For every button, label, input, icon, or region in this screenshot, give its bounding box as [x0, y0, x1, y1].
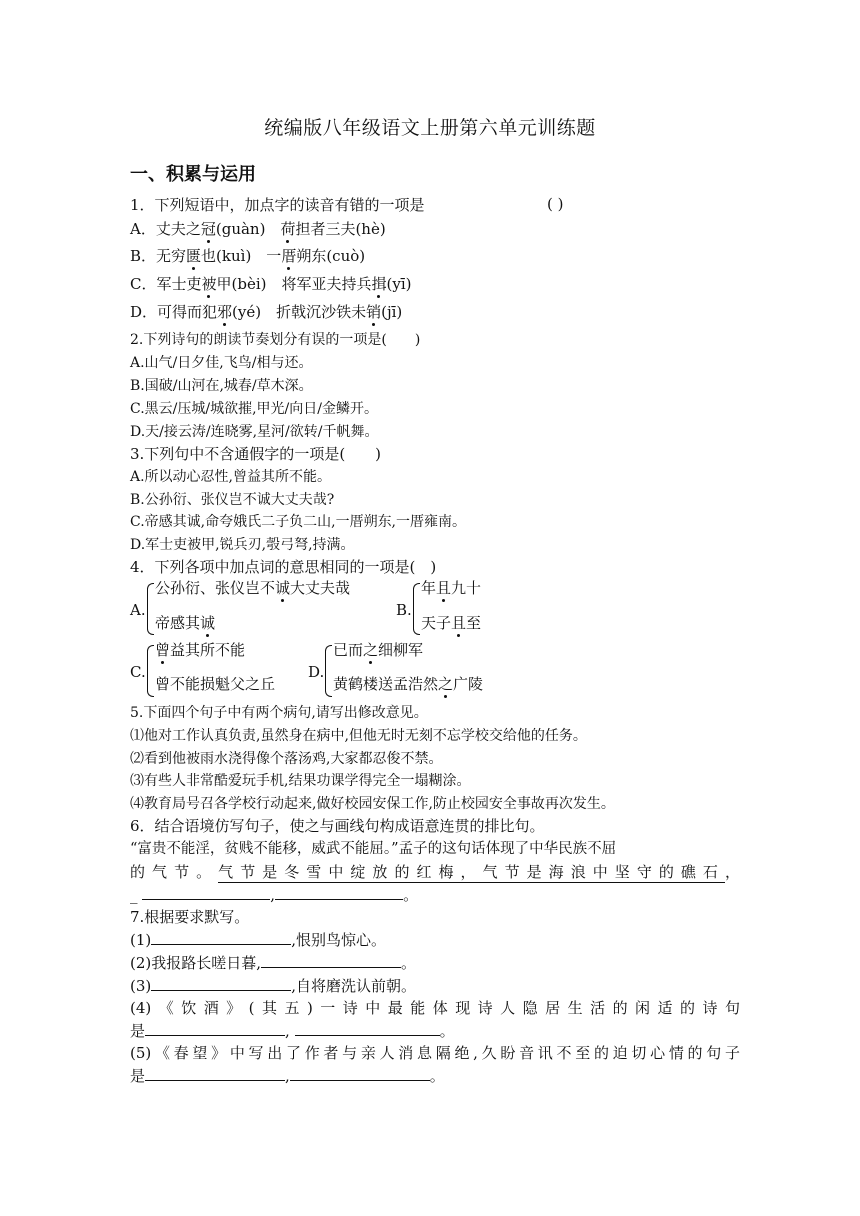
- q7-blank-1[interactable]: [151, 930, 291, 945]
- q4-stem: 4．下列各项中加点词的意思相同的一项是( ): [130, 558, 437, 576]
- q2-option-b: B.国破/山河在,城春/草木深。: [130, 378, 313, 394]
- q6-blank-2[interactable]: [275, 885, 403, 900]
- q6-context-line: 的气节。气节是冬雪中绽放的红梅，气节是海浪中坚守的礁石，: [130, 863, 740, 881]
- q4-b-top: 年且九十: [421, 579, 482, 597]
- q3-option-a: A.所以动心忍性,曾益其所不能。: [130, 469, 332, 485]
- q7-blank-4b[interactable]: [295, 1021, 440, 1036]
- q4-b-label: B.: [396, 601, 412, 619]
- q7-item-1: (1) ,恨别鸟惊心。: [130, 931, 387, 949]
- q7-blank-3[interactable]: [151, 976, 291, 991]
- q4-d-top: 已而之细柳军: [333, 641, 424, 659]
- q7-item-2: (2)我报路长嗟日暮, 。: [130, 954, 417, 972]
- section-heading: 一、积累与运用: [130, 164, 256, 185]
- q4-c-top: 曾益其所不能: [155, 641, 246, 659]
- q2-option-a: A.山气/日夕佳,飞鸟/相与还。: [130, 355, 313, 371]
- q6-answer-line: _ , 。: [130, 886, 419, 904]
- q1-answer-paren: ( ): [547, 195, 564, 213]
- q3-option-d: D.军士吏被甲,锐兵刃,彀弓弩,持满。: [130, 537, 355, 553]
- document-title: 统编版八年级语文上册第六单元训练题: [264, 117, 596, 139]
- q4-a-top: 公孙衍、张仪岂不诚大丈夫哉: [155, 579, 351, 597]
- q6-blank-1[interactable]: [142, 885, 270, 900]
- q6-quote-line: “富贵不能淫，贫贱不能移，威武不能屈。”孟子的这句话体现了中华民族不屈: [130, 841, 617, 857]
- q2-stem: 2.下列诗句的朗读节奏划分有误的一项是( ): [130, 332, 421, 348]
- q7-item-5-line-1: (5)《春望》中写出了作者与亲人消息隔绝,久盼音讯不至的迫切心情的句子: [130, 1044, 740, 1062]
- q4-d-label: D.: [308, 663, 325, 681]
- q7-blank-5b[interactable]: [290, 1066, 430, 1081]
- q3-option-b: B.公孙衍、张仪岂不诚大丈夫哉?: [130, 492, 335, 508]
- q4-a-label: A.: [130, 601, 146, 619]
- q4-a-brace: [147, 583, 154, 635]
- q1-option-b: B．无穷匮也(kuì) 一厝朔东(cuò): [130, 247, 366, 265]
- q1-stem: 1．下列短语中，加点字的读音有错的一项是: [130, 196, 425, 214]
- q4-c-label: C.: [130, 663, 146, 681]
- q7-blank-2[interactable]: [261, 953, 401, 968]
- q1-option-c: C．军士吏被甲(bèi) 将军亚夫持兵揖(yī): [130, 275, 412, 293]
- q5-sentence-3: ⑶有些人非常酷爱玩手机,结果功课学得完全一塌糊涂。: [130, 773, 471, 789]
- q4-a-bottom: 帝感其诚: [155, 614, 216, 632]
- q4-c-bottom: 曾不能损魁父之丘: [155, 675, 276, 693]
- q2-option-d: D.天/接云涛/连晓雾,星河/欲转/千帆舞。: [130, 424, 379, 440]
- q7-item-4-line-1: (4)《饮酒》(其五)一诗中最能体现诗人隐居生活的闲适的诗句: [130, 999, 740, 1017]
- q5-stem: 5.下面四个句子中有两个病句,请写出修改意见。: [130, 705, 428, 721]
- q7-item-4-answer: 是 , 。: [130, 1022, 455, 1040]
- q4-c-brace: [147, 645, 154, 697]
- q5-sentence-1: ⑴他对工作认真负责,虽然身在病中,但他无时无刻不忘学校交给他的任务。: [130, 728, 587, 744]
- q7-blank-5a[interactable]: [145, 1066, 285, 1081]
- q3-option-c: C.帝感其诚,命夸娥氏二子负二山,一厝朔东,一厝雍南。: [130, 514, 467, 530]
- q1-option-a: A．丈夫之冠(guàn) 荷担者三夫(hè): [130, 220, 386, 238]
- q7-blank-4a[interactable]: [145, 1021, 285, 1036]
- q6-stem: 6．结合语境仿写句子，使之与画线句构成语意连贯的排比句。: [130, 817, 545, 835]
- q6-underlined-sentence: 气节是冬雪中绽放的红梅，气节是海浪中坚守的礁石: [218, 863, 725, 881]
- q7-item-5-answer: 是 , 。: [130, 1067, 445, 1085]
- q5-sentence-4: ⑷教育局号召各学校行动起来,做好校园安保工作,防止校园安全事故再次发生。: [130, 796, 615, 812]
- q2-option-c: C.黑云/压城/城欲摧,甲光/向日/金鳞开。: [130, 401, 378, 417]
- q4-d-bottom: 黄鹤楼送孟浩然之广陵: [333, 675, 484, 693]
- q3-stem: 3.下列句中不含通假字的一项是( ): [130, 445, 382, 463]
- q7-stem: 7.根据要求默写。: [130, 908, 250, 926]
- q4-d-brace: [325, 645, 332, 697]
- q4-b-brace: [413, 583, 420, 635]
- q7-item-3: (3) ,自将磨洗认前朝。: [130, 977, 417, 995]
- q1-option-d: D．可得而犯邪(yé) 折戟沉沙铁未销(jī): [130, 303, 403, 321]
- q4-b-bottom: 天子且至: [421, 614, 482, 632]
- q5-sentence-2: ⑵看到他被雨水浇得像个落汤鸡,大家都忍俊不禁。: [130, 751, 443, 767]
